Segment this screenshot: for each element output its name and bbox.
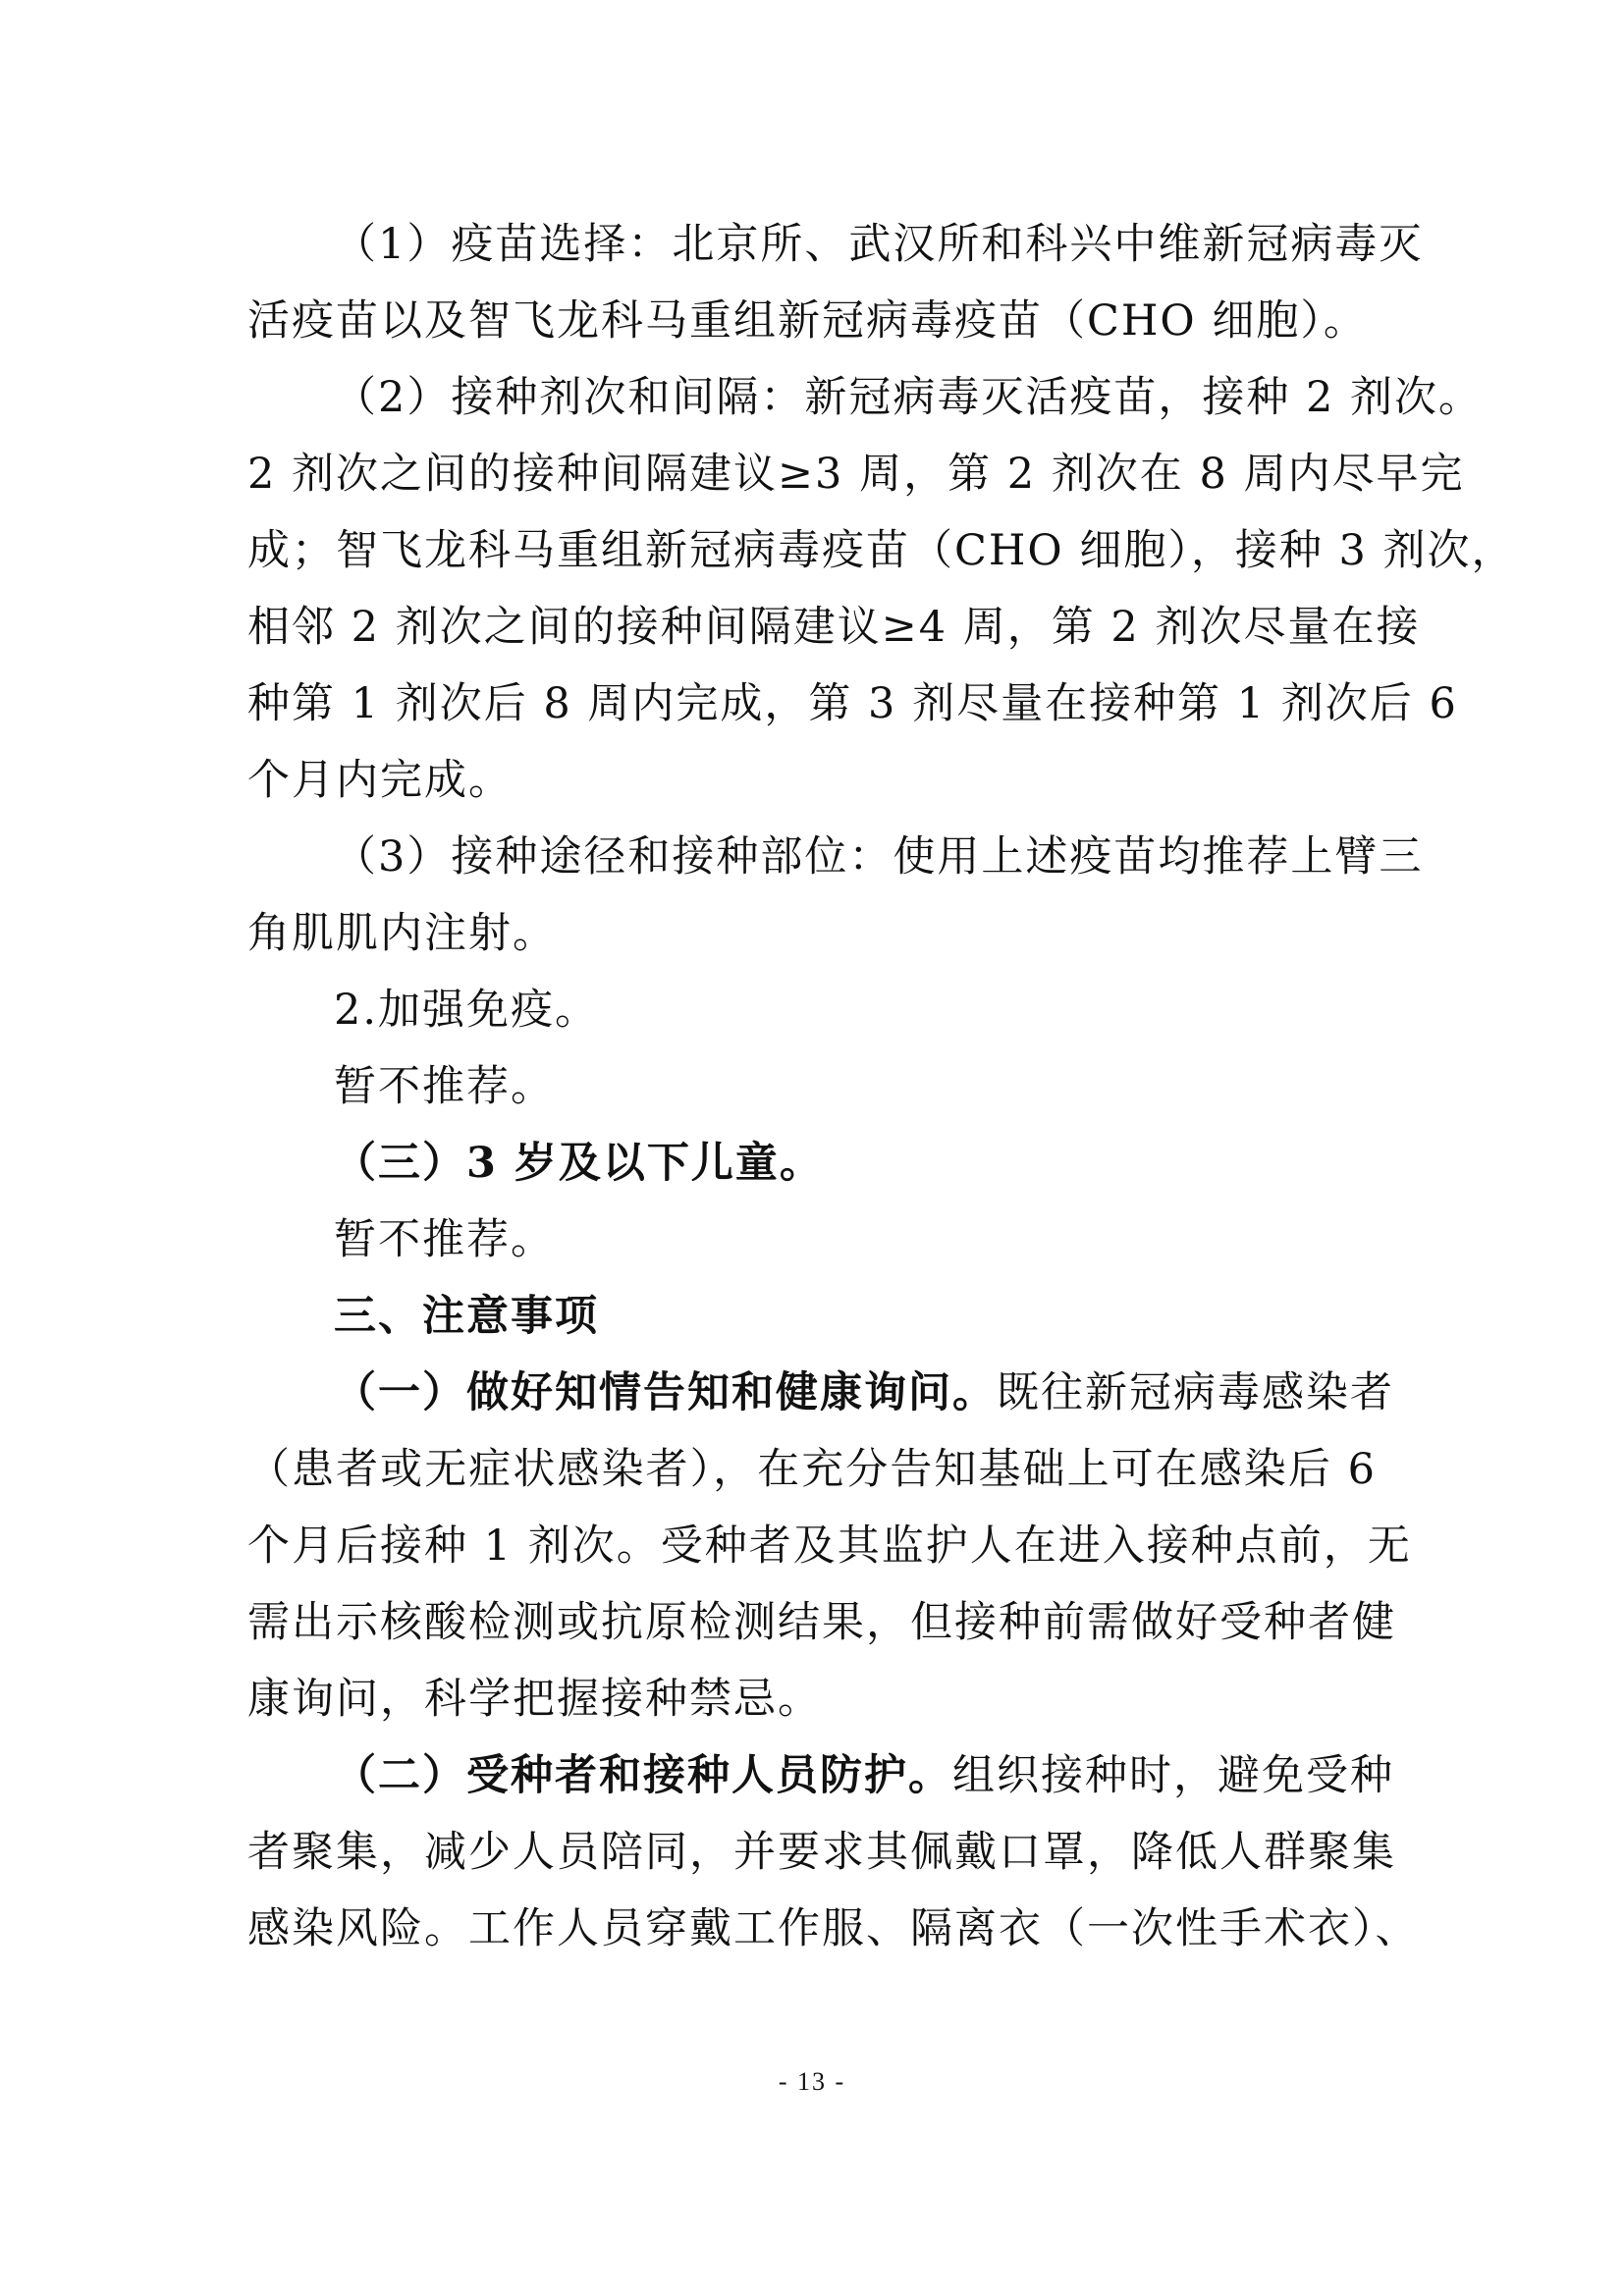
text-line [334,1751,1394,1800]
line-text: 组织接种时，避免受种 [952,1751,1394,1800]
text-line [247,756,1377,805]
text-line [334,220,1424,269]
line-text: （1）疫苗选择：北京所、武汉所和科兴中维新冠病毒灭 [334,220,1424,269]
text-line [334,373,1484,422]
line-text: 个月内完成。 [247,756,513,805]
text-line [247,526,1516,575]
line-text: （3）接种途径和接种部位：使用上述疫苗均推荐上臂三 [334,832,1424,881]
line-text: 感染风险。工作人员穿戴工作服、隔离衣（一次性手术衣）、 [247,1904,1420,1953]
text-line [247,1445,1377,1494]
text-line [247,1675,1377,1724]
line-text: 个月后接种 1 剂次。受种者及其监护人在进入接种点前，无 [247,1522,1412,1571]
section-heading [334,1292,1377,1341]
line-text: 康询问，科学把握接种禁忌。 [247,1675,822,1724]
line-text: 既往新冠病毒感染者 [997,1368,1394,1417]
text-line [247,909,1377,958]
line-text: （患者或无症状感染者），在充分告知基础上可在感染后 6 [247,1445,1377,1494]
text-line [247,603,1421,652]
text-line [247,296,1377,346]
line-text: 者聚集，减少人员陪同，并要求其佩戴口罩，降低人群聚集 [247,1828,1396,1877]
line-text: 角肌肌内注射。 [247,909,557,958]
line-text: （三）3 岁及以下儿童。 [334,1139,824,1188]
text-line [334,1215,1377,1264]
page-number: - 13 - [778,2067,846,2096]
text-line [334,1062,1377,1111]
text-line [334,1368,1394,1417]
line-text: （2）接种剂次和间隔：新冠病毒灭活疫苗，接种 2 剂次。 [334,373,1484,422]
text-line [247,1828,1396,1877]
line-text: 成；智飞龙科马重组新冠病毒疫苗（CHO 细胞），接种 3 剂次， [247,526,1516,575]
line-text: 活疫苗以及智飞龙科马重组新冠病毒疫苗（CHO 细胞）。 [247,296,1368,346]
text-line [247,1598,1396,1647]
text-line [247,450,1465,499]
run-in-heading: （二）受种者和接种人员防护。 [334,1751,952,1800]
line-text: 种第 1 剂次后 8 周内完成，第 3 剂尽量在接种第 1 剂次后 6 [247,679,1458,728]
line-text: 暂不推荐。 [334,1062,555,1111]
line-text: 相邻 2 剂次之间的接种间隔建议≥4 周，第 2 剂次尽量在接 [247,603,1421,652]
subsection-heading [334,1139,1377,1188]
line-text: 2 剂次之间的接种间隔建议≥3 周，第 2 剂次在 8 周内尽早完 [247,450,1465,499]
line-text: 2.加强免疫。 [334,986,600,1035]
run-in-heading: （一）做好知情告知和健康询问。 [334,1368,997,1417]
text-line [247,1522,1412,1571]
subsection-heading [334,986,1377,1035]
text-line [247,679,1458,728]
line-text: 需出示核酸检测或抗原检测结果，但接种前需做好受种者健 [247,1598,1396,1647]
line-text: 三、注意事项 [334,1292,599,1341]
line-text: 暂不推荐。 [334,1215,555,1264]
text-line [334,832,1424,881]
text-line [247,1904,1420,1953]
